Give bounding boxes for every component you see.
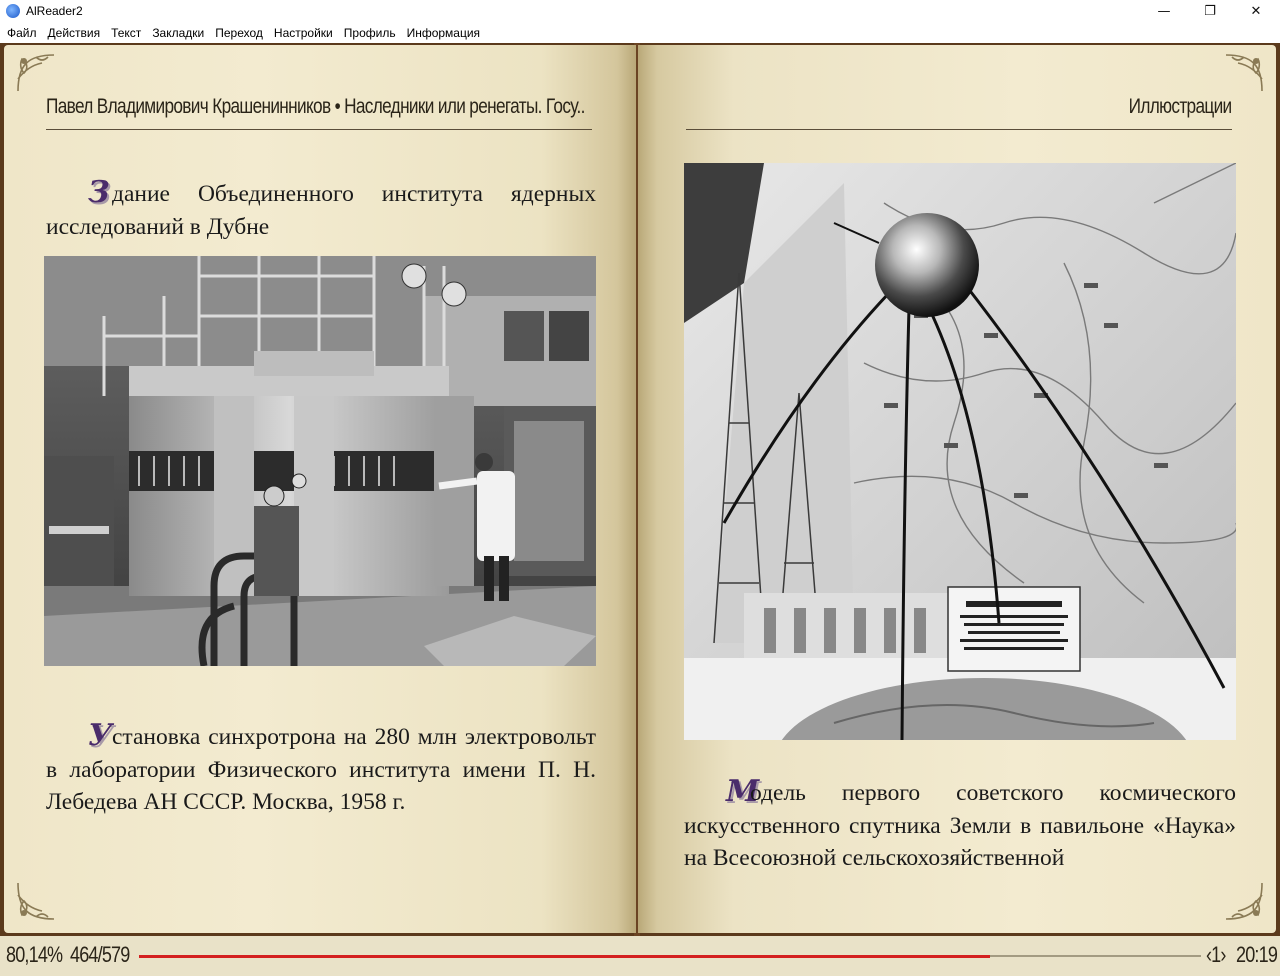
- menu-profile[interactable]: Профиль: [343, 25, 396, 40]
- caption-text: одель первого советского космического искусственного спутника Земли в павильоне «Наука» на Всесоюзной сельскохозяйственной: [684, 780, 1236, 871]
- menu-navigate[interactable]: Переход: [215, 25, 263, 40]
- chapter-indicator[interactable]: ‹1›: [1206, 942, 1226, 967]
- corner-ornament-icon: [1222, 879, 1266, 923]
- section-title: Иллюстрации: [1129, 95, 1232, 118]
- clock: 20:19: [1236, 942, 1278, 967]
- drop-cap: У: [88, 718, 113, 753]
- corner-ornament-icon: [1222, 51, 1266, 95]
- caption-paragraph: [684, 776, 1236, 875]
- caption-paragraph: [46, 177, 596, 243]
- reading-progress-fill: [139, 955, 990, 958]
- drop-cap: З: [88, 175, 110, 210]
- corner-ornament-icon: [14, 879, 58, 923]
- maximize-button[interactable]: ❐: [1204, 3, 1216, 19]
- caption-text: становка синхротрона на 280 млн электровольт в лаборатории Физического института имени П. Н. Лебедева АН СССР. Москва, 1958 г.: [46, 724, 596, 815]
- corner-ornament-icon: [14, 51, 58, 95]
- menu-bar: [0, 22, 1280, 43]
- title-bar: [0, 0, 1280, 22]
- window-title: AlReader2: [26, 4, 83, 18]
- page-header-right: [686, 95, 1232, 130]
- status-bar: [0, 936, 1280, 976]
- page-header-left: [46, 95, 592, 130]
- book-title: Павел Владимирович Крашенинников • Наследники или ренегаты. Госу..: [46, 95, 585, 118]
- synchrotron-photo: [44, 256, 596, 666]
- sputnik-photo: [684, 163, 1236, 740]
- caption-paragraph: [46, 720, 596, 819]
- menu-settings[interactable]: Настройки: [273, 25, 333, 40]
- reading-progress-bar[interactable]: [139, 955, 1201, 957]
- page-counter[interactable]: 464/579: [70, 942, 130, 967]
- reading-percent: 80,14%: [6, 942, 63, 967]
- right-page[interactable]: [638, 45, 1276, 933]
- minimize-button[interactable]: —: [1157, 3, 1171, 19]
- menu-file[interactable]: Файл: [7, 25, 37, 40]
- book-view[interactable]: [0, 43, 1280, 936]
- caption-text: дание Объединенного института ядерных исследований в Дубне: [46, 181, 596, 240]
- app-icon: [6, 4, 20, 18]
- menu-info[interactable]: Информация: [406, 25, 481, 40]
- menu-bookmarks[interactable]: Закладки: [152, 25, 205, 40]
- menu-text[interactable]: Текст: [111, 25, 142, 40]
- left-page[interactable]: [4, 45, 636, 933]
- menu-actions[interactable]: Действия: [47, 25, 101, 40]
- drop-cap: М: [726, 774, 760, 809]
- close-button[interactable]: ✕: [1250, 3, 1262, 19]
